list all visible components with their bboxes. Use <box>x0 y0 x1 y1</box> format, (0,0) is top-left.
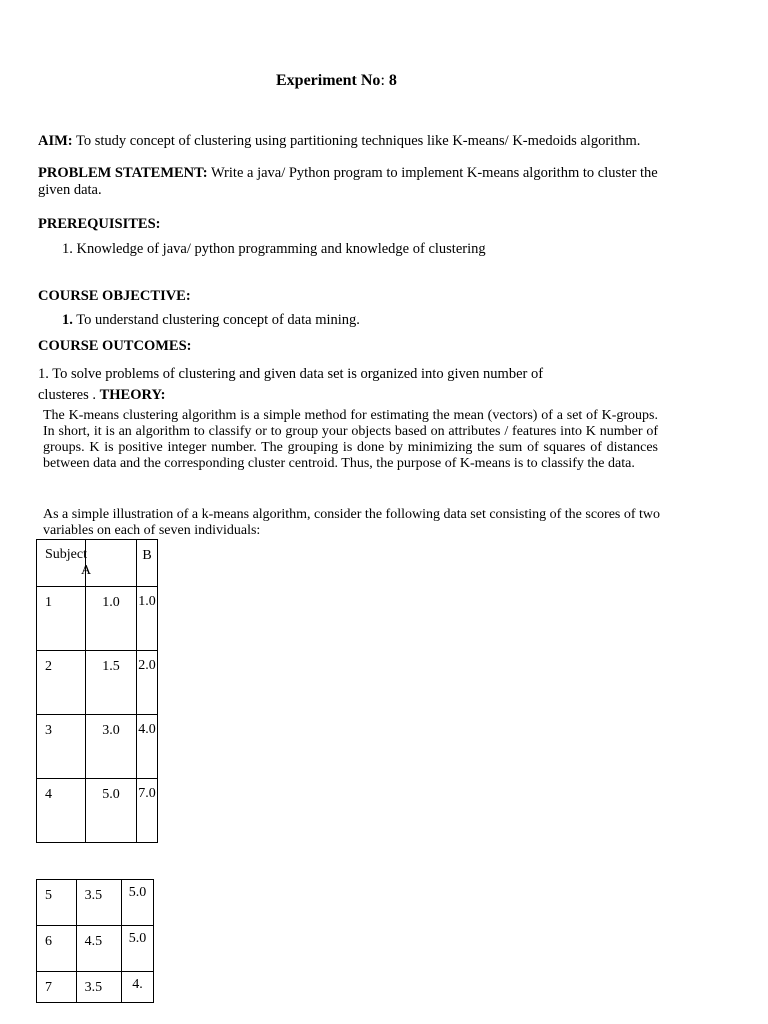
aim-label: AIM: <box>38 133 73 149</box>
table-cell: 6 <box>37 926 77 972</box>
table-cell: 4. <box>122 972 154 1003</box>
theory-heading: THEORY: <box>99 387 166 403</box>
page-title: Experiment No: 8 <box>276 72 397 89</box>
illustration-text: As a simple illustration of a k-means algorithm, consider the following data set consisting of the scores of two variables on each of seven individuals: <box>43 507 661 538</box>
table-row <box>37 779 158 843</box>
table-cell: 5.0 <box>122 880 154 926</box>
table-header-row <box>37 540 158 587</box>
table-header-cell <box>137 540 158 587</box>
table-cell: 3.0 <box>86 715 137 779</box>
table-cell: 7 <box>37 972 77 1003</box>
data-table-part2 <box>36 879 154 1003</box>
table-cell: 2 <box>37 651 86 715</box>
objective-heading: COURSE OBJECTIVE: <box>38 288 191 304</box>
table-row <box>37 587 158 651</box>
header-a: A <box>81 563 92 578</box>
table-cell: 3.5 <box>76 880 122 926</box>
table-row <box>37 880 154 926</box>
table-cell: 4.0 <box>137 715 158 779</box>
table-cell: 5 <box>37 880 77 926</box>
table-header-cell <box>37 540 92 587</box>
data-table-part1 <box>36 539 158 843</box>
outcomes-line1: 1. To solve problems of clustering and given data set is organized into given number of <box>38 366 544 382</box>
table-cell: 1.5 <box>86 651 137 715</box>
table-cell: 4 <box>37 779 86 843</box>
table-row <box>37 972 154 1003</box>
header-b: B <box>142 548 152 563</box>
problem-text-line1: Write a java/ Python program to implement K-means algorithm to cluster the <box>207 165 658 181</box>
table-cell: 1.0 <box>137 587 158 651</box>
table-row <box>37 651 158 715</box>
prerequisites-heading: PREREQUISITES: <box>38 216 161 232</box>
problem-statement <box>38 165 738 199</box>
table-cell: 4.5 <box>76 926 122 972</box>
table-cell: 1.0 <box>86 587 137 651</box>
theory-text: The K-means clustering algorithm is a simple method for estimating the mean (vectors) of a set of K-groups. In short, it is an algorithm to classify or to group your objects based on attributes / features into K number of groups. K is positive integer number. The grouping is done by minimizing the sum of squares of distances between data and the corresponding cluster centroid. Thus, the purpose of K-means is to classify the data. <box>43 408 658 471</box>
problem-label: PROBLEM STATEMENT: <box>38 165 208 181</box>
table-row <box>37 926 154 972</box>
aim-line <box>38 133 640 150</box>
table-header-cell <box>86 540 137 587</box>
problem-text-line2: given data. <box>38 182 102 198</box>
table-cell: 3 <box>37 715 86 779</box>
header-subject: Subject <box>45 547 87 562</box>
outcomes-line2: clusteres . THEORY: <box>38 387 166 403</box>
table-cell: 2.0 <box>137 651 158 715</box>
table-cell: 5.0 <box>122 926 154 972</box>
table-cell: 3.5 <box>76 972 122 1003</box>
table-cell: 7.0 <box>137 779 158 843</box>
table-row <box>37 715 158 779</box>
outcomes-heading: COURSE OUTCOMES: <box>38 338 192 354</box>
aim-text: To study concept of clustering using partitioning techniques like K-means/ K-medoids algorithm. <box>72 133 641 149</box>
table-cell: 1 <box>37 587 86 651</box>
prerequisites-item: 1. Knowledge of java/ python programming and knowledge of clustering <box>62 241 486 257</box>
table-cell: 5.0 <box>86 779 137 843</box>
objective-item: 1. To understand clustering concept of data mining. <box>62 312 360 328</box>
